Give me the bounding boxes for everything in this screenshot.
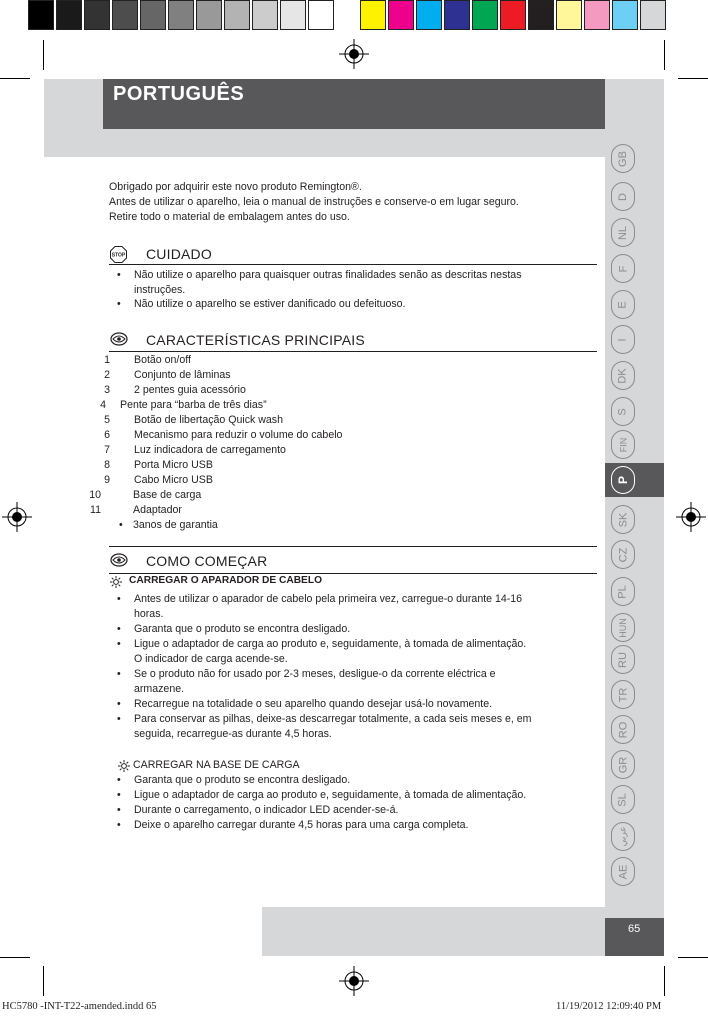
bullet: • xyxy=(117,789,121,801)
grayscale-swatch-bar xyxy=(28,0,336,32)
bullet-text: Garanta que o produto se encontra desligado. xyxy=(134,774,351,786)
tab-5[interactable] xyxy=(611,325,635,354)
color-swatch xyxy=(112,0,138,30)
slug-datetime: 11/19/2012 12:09:40 PM xyxy=(556,1001,662,1012)
divider xyxy=(109,264,597,265)
tab-0[interactable] xyxy=(611,144,635,173)
color-swatch xyxy=(168,0,194,30)
feature-text: Porta Micro USB xyxy=(134,459,213,471)
feature-text: Pente para “barba de três dias” xyxy=(120,399,267,411)
color-swatch xyxy=(360,0,386,30)
feature-text: 2 pentes guia acessório xyxy=(134,384,246,396)
footer-panel xyxy=(44,907,262,956)
bullet-text: Durante o carregamento, o indicador LED acender-se-á. xyxy=(134,804,399,816)
section-title-cuidado: CUIDADO xyxy=(146,246,212,262)
crop-mark xyxy=(43,40,44,70)
tab-1[interactable] xyxy=(611,182,635,211)
bullet-text: Antes de utilizar o aparador de cabelo pela primeira vez, carregue-o durante 14-16 xyxy=(134,593,523,605)
bullet: • xyxy=(117,774,121,786)
divider xyxy=(109,351,597,352)
tab-11[interactable] xyxy=(611,577,635,606)
bullet-text: armazene. xyxy=(134,683,185,695)
section-title-caracteristicas: CARACTERÍSTICAS PRINCIPAIS xyxy=(146,332,365,348)
bullet-text: Deixe o aparelho carregar durante 4,5 horas para uma carga completa. xyxy=(134,819,469,831)
tab-17[interactable] xyxy=(611,785,635,814)
tab-label: PL xyxy=(617,584,629,599)
color-swatch xyxy=(140,0,166,30)
color-swatch xyxy=(528,0,554,30)
crop-mark xyxy=(678,78,708,79)
color-swatch xyxy=(584,0,610,30)
feature-text: Mecanismo para reduzir o volume do cabelo xyxy=(134,429,343,441)
tab-label: CZ xyxy=(616,547,629,562)
tab-4[interactable] xyxy=(611,290,635,319)
color-swatch xyxy=(308,0,334,30)
bullet: • xyxy=(119,519,123,531)
tab-label: SK xyxy=(617,512,629,527)
tab-18[interactable] xyxy=(611,822,635,851)
tab-9[interactable] xyxy=(611,505,635,534)
bullet-text: Não utilize o aparelho se estiver danificado ou defeituoso. xyxy=(134,298,406,310)
bullet: • xyxy=(117,638,121,650)
tab-12[interactable] xyxy=(611,613,635,642)
feature-text: Botão de libertação Quick wash xyxy=(134,414,283,426)
feature-text: Adaptador xyxy=(133,504,182,516)
crop-mark xyxy=(678,957,708,958)
crop-mark xyxy=(664,40,665,70)
divider xyxy=(109,546,597,547)
eye-icon xyxy=(110,332,128,346)
tab-label: DK xyxy=(617,367,629,384)
tab-label: TR xyxy=(616,687,629,702)
feature-number: 6 xyxy=(104,429,110,441)
bullet: • xyxy=(117,713,121,725)
tab-15[interactable] xyxy=(611,715,635,744)
color-swatch xyxy=(556,0,582,30)
color-swatch xyxy=(28,0,54,30)
tab-label: HUN xyxy=(618,617,628,638)
tab-10[interactable] xyxy=(611,540,635,569)
color-swatch xyxy=(224,0,250,30)
tab-label: SL xyxy=(617,792,629,807)
color-swatch xyxy=(640,0,666,30)
bullet-text: Para conservar as pilhas, deixe-as descarregar totalmente, a cada seis meses e, em xyxy=(134,713,532,725)
subsection-title: CARREGAR O APARADOR DE CABELO xyxy=(129,575,322,586)
divider xyxy=(109,573,597,574)
warranty-text: 3anos de garantia xyxy=(133,519,218,531)
sun-icon xyxy=(118,760,130,772)
crop-mark xyxy=(43,966,44,996)
color-swatch-bar xyxy=(360,0,668,32)
tab-label: GB xyxy=(617,150,629,167)
color-swatch xyxy=(472,0,498,30)
feature-number: 8 xyxy=(104,459,110,471)
intro-line: Retire todo o material de embalagem antes do uso. xyxy=(109,211,350,223)
color-swatch xyxy=(388,0,414,30)
color-swatch xyxy=(500,0,526,30)
crop-mark xyxy=(0,957,30,958)
eye-icon xyxy=(110,553,128,567)
subsection-title: CARREGAR NA BASE DE CARGA xyxy=(133,759,300,771)
feature-number: 1 xyxy=(104,354,110,366)
feature-text: Luz indicadora de carregamento xyxy=(134,444,286,456)
bullet-text: horas. xyxy=(134,608,164,620)
bullet-text: Garanta que o produto se encontra desligado. xyxy=(134,623,351,635)
tab-label: I xyxy=(617,337,629,342)
tab-label: NL xyxy=(617,225,629,240)
registration-mark-icon xyxy=(2,502,32,532)
bullet-text: seguida, recarregue-as durante 4,5 horas. xyxy=(134,728,332,740)
feature-text: Cabo Micro USB xyxy=(134,474,213,486)
color-swatch xyxy=(416,0,442,30)
color-swatch xyxy=(612,0,638,30)
crop-mark xyxy=(0,78,30,79)
tab-active-p[interactable] xyxy=(605,463,664,497)
bullet: • xyxy=(117,298,121,310)
bullet-text: Se o produto não for usado por 2-3 meses, desligue-o da corrente eléctrica e xyxy=(134,668,496,680)
color-swatch xyxy=(252,0,278,30)
feature-number: 10 xyxy=(89,489,101,501)
crop-mark xyxy=(664,966,665,996)
bullet: • xyxy=(117,698,121,710)
stop-icon xyxy=(110,246,127,263)
bullet: • xyxy=(117,668,121,680)
bullet-text: Ligue o adaptador de carga ao produto e, seguidamente, à tomada de alimentação. xyxy=(134,789,527,801)
bullet-text: Não utilize o aparelho para quaisquer outras finalidades senão as descritas nestas xyxy=(134,269,522,281)
tab-2[interactable] xyxy=(611,218,635,247)
slug-filename: HC5780 -INT-T22-amended.indd 65 xyxy=(2,1001,157,1012)
bullet: • xyxy=(117,623,121,635)
feature-text: Botão on/off xyxy=(134,354,191,366)
feature-text: Base de carga xyxy=(133,489,202,501)
tab-14[interactable] xyxy=(611,680,635,709)
feature-number: 9 xyxy=(104,474,110,486)
bullet-text: O indicador de carga acende-se. xyxy=(134,653,288,665)
tab-label: GR xyxy=(617,756,629,773)
color-swatch xyxy=(280,0,306,30)
tab-label: P xyxy=(615,475,630,485)
feature-number: 7 xyxy=(104,444,110,456)
tab-label: S xyxy=(617,407,629,416)
tab-7[interactable] xyxy=(611,397,635,426)
tab-19[interactable] xyxy=(611,857,635,886)
tab-13[interactable] xyxy=(611,645,635,674)
tab-label: D xyxy=(616,192,629,201)
tab-label: F xyxy=(616,265,629,272)
tab-8[interactable] xyxy=(611,430,635,459)
bullet-text: Recarregue na totalidade o seu aparelho quando desejar usá-lo novamente. xyxy=(134,698,493,710)
feature-number: 3 xyxy=(104,384,110,396)
color-swatch xyxy=(196,0,222,30)
tab-label: E xyxy=(617,300,629,309)
feature-number: 4 xyxy=(100,399,106,411)
feature-number: 5 xyxy=(104,414,110,426)
registration-mark-icon xyxy=(676,502,706,532)
color-swatch xyxy=(444,0,470,30)
sun-icon xyxy=(110,576,122,588)
tab-label: AE xyxy=(617,864,629,879)
page-title: PORTUGUÊS xyxy=(113,83,245,105)
section-title-como-comecar: COMO COMEÇAR xyxy=(146,553,268,569)
bullet: • xyxy=(117,269,121,281)
bullet-text: Ligue o adaptador de carga ao produto e, seguidamente, à tomada de alimentação. xyxy=(134,638,527,650)
intro-line: Obrigado por adquirir este novo produto Remington®. xyxy=(109,181,362,193)
registration-mark-icon xyxy=(339,39,369,69)
registration-mark-icon xyxy=(339,966,369,996)
tab-label: عربي xyxy=(617,826,628,847)
bullet-text: instruções. xyxy=(134,284,186,296)
tab-3[interactable] xyxy=(611,254,635,283)
color-swatch xyxy=(56,0,82,30)
tab-label: RU xyxy=(616,651,629,668)
feature-number: 11 xyxy=(90,504,101,516)
stop-icon-label: STOP xyxy=(111,252,126,259)
tab-6[interactable] xyxy=(611,361,635,390)
tab-label: RO xyxy=(617,721,629,738)
intro-line: Antes de utilizar o aparelho, leia o manual de instruções e conserve-o em lugar seguro. xyxy=(109,196,519,208)
color-swatch xyxy=(84,0,110,30)
page-number: 65 xyxy=(628,923,641,935)
feature-number: 2 xyxy=(104,369,110,381)
bullet: • xyxy=(117,593,121,605)
tab-label: FIN xyxy=(618,437,628,452)
feature-text: Conjunto de lâminas xyxy=(134,369,231,381)
bullet: • xyxy=(117,804,121,816)
bullet: • xyxy=(117,819,121,831)
tab-16[interactable] xyxy=(611,750,635,779)
